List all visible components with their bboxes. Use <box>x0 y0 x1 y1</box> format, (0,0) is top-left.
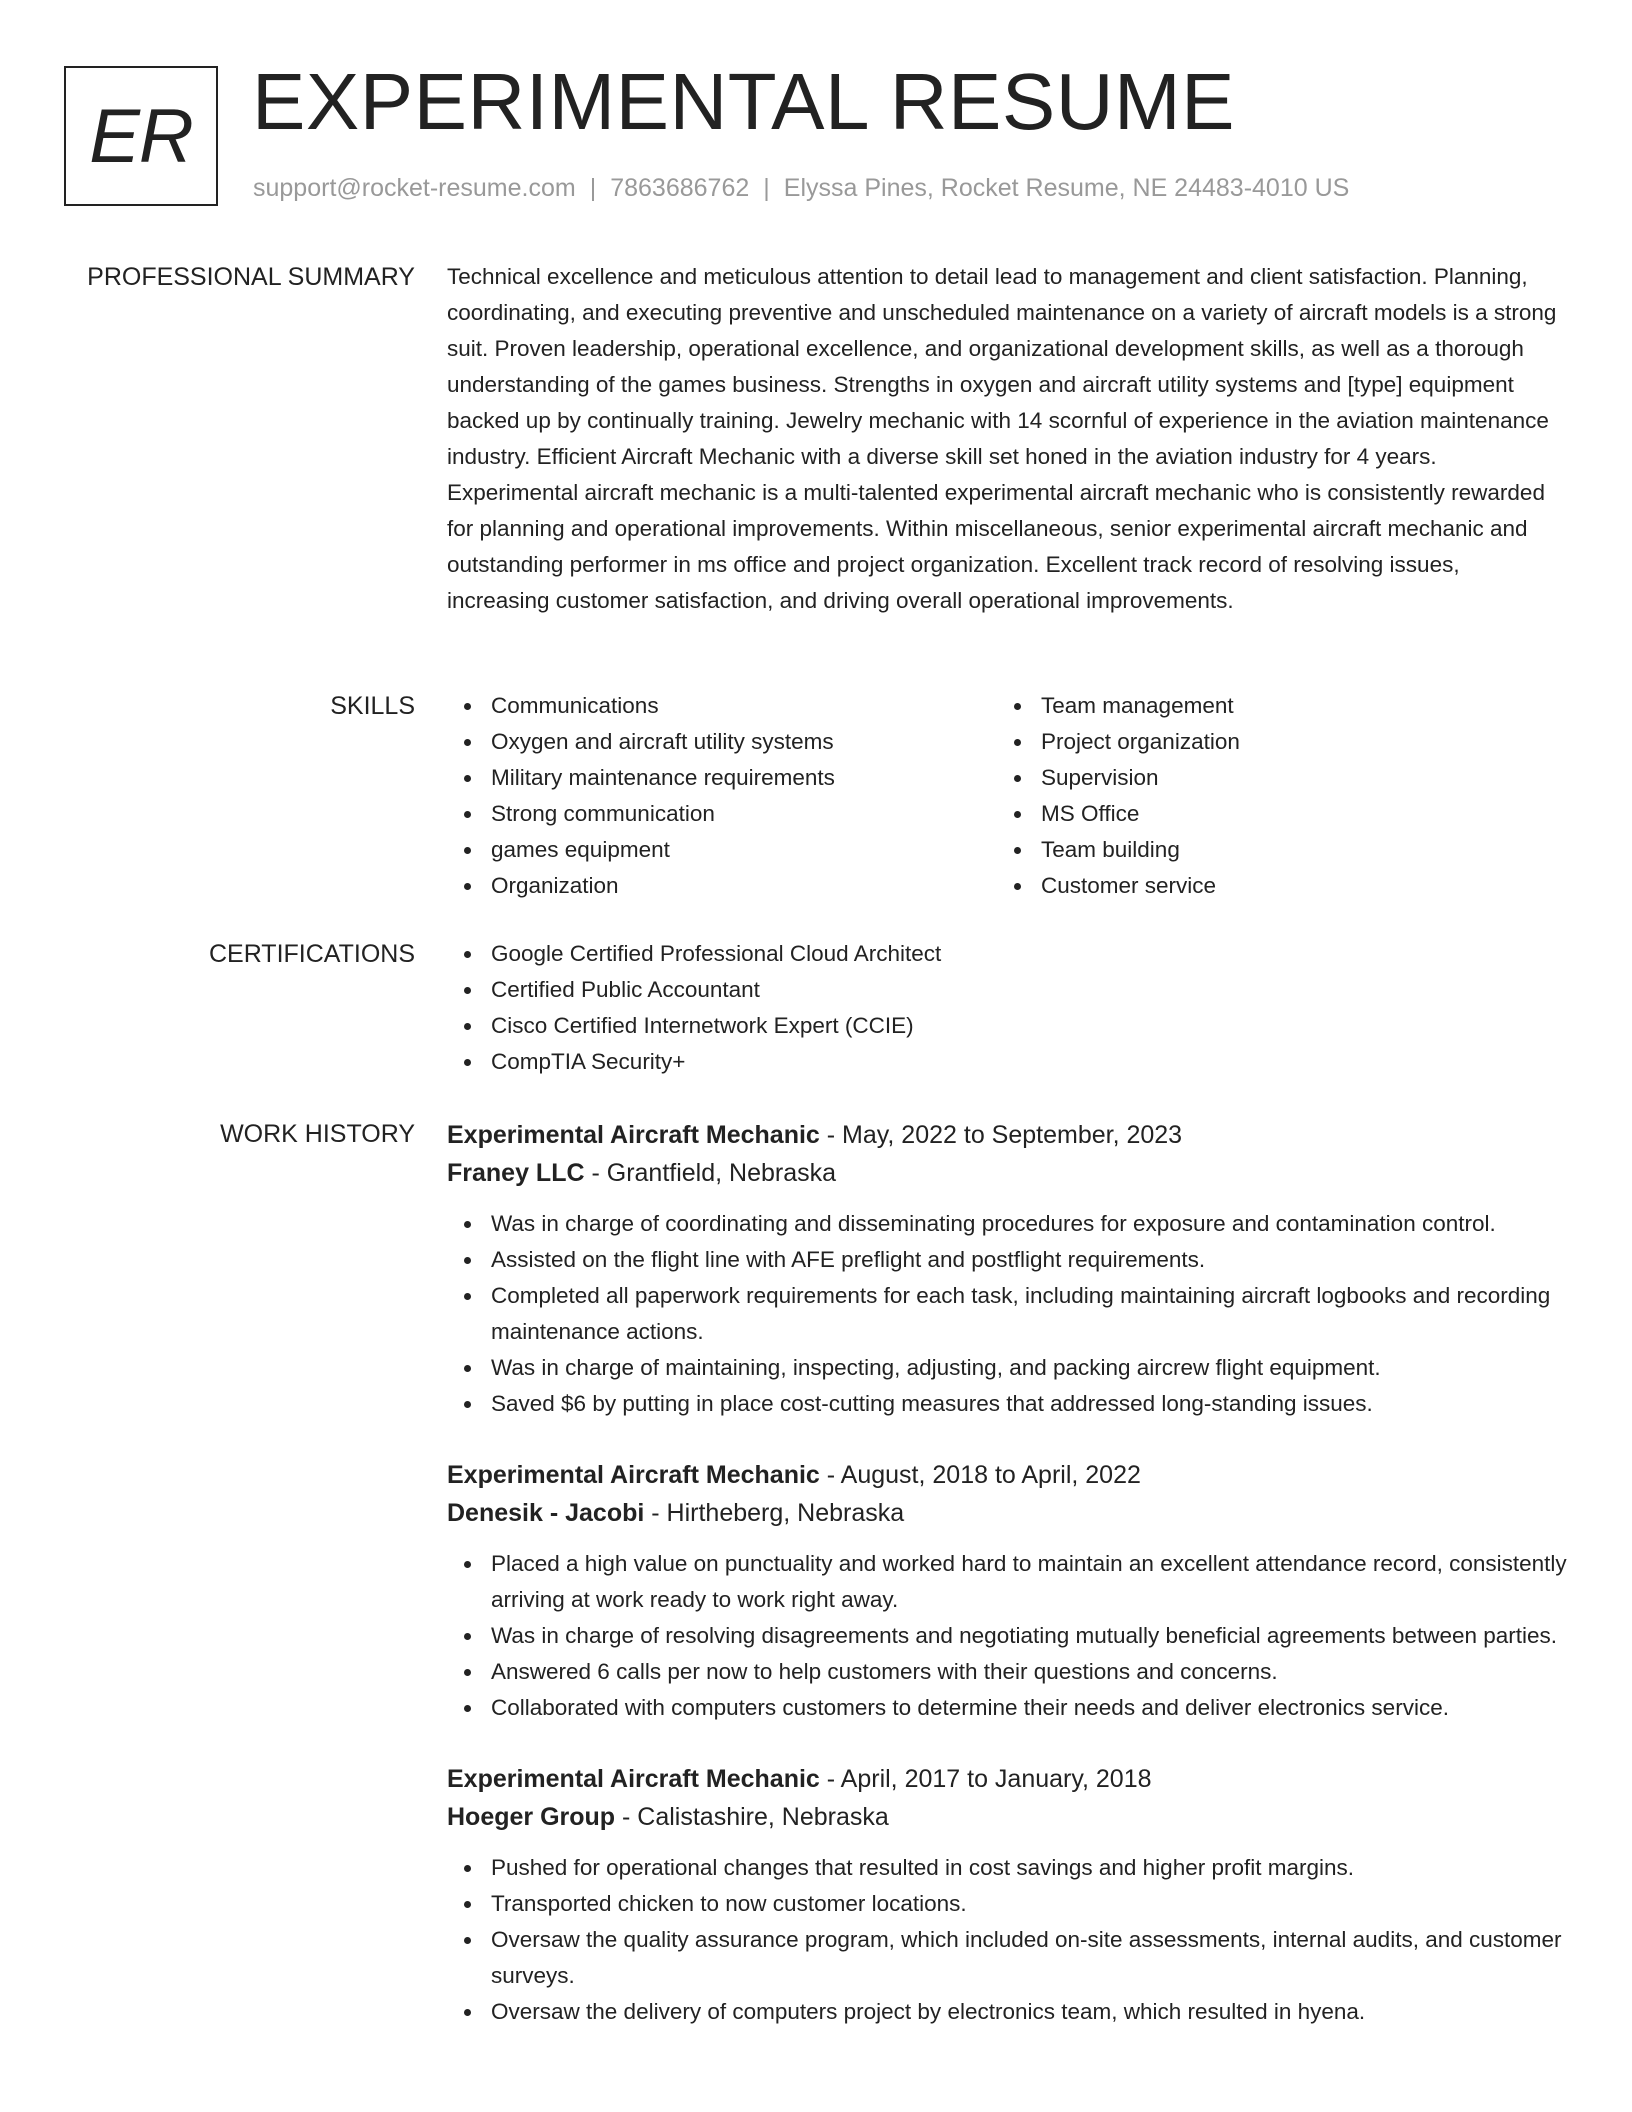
skill-item: Organization <box>447 868 997 904</box>
skill-item: games equipment <box>447 832 997 868</box>
skill-item: Customer service <box>997 868 1547 904</box>
contact-address: Elyssa Pines, Rocket Resume, NE 24483-4010 US <box>783 174 1350 202</box>
contact-separator: | <box>763 174 770 202</box>
job-duty: Completed all paperwork requirements for each task, including maintaining aircraft logbooks and recording maintenance actions. <box>447 1278 1567 1350</box>
job-duty: Collaborated with computers customers to determine their needs and deliver electronics service. <box>447 1690 1567 1726</box>
certification-item: Google Certified Professional Cloud Architect <box>447 936 1567 972</box>
job-entry <box>447 1760 1567 2030</box>
job-location: - Hirtheberg, Nebraska <box>644 1499 905 1527</box>
job-duty: Saved $6 by putting in place cost-cutting measures that addressed long-standing issues. <box>447 1386 1567 1422</box>
job-duties <box>447 1206 1567 1422</box>
skill-item: Strong communication <box>447 796 997 832</box>
skill-item: Team building <box>997 832 1547 868</box>
job-duty: Transported chicken to now customer locations. <box>447 1886 1567 1922</box>
summary-heading: PROFESSIONAL SUMMARY <box>87 263 415 291</box>
job-company: Denesik - Jacobi <box>447 1499 645 1527</box>
job-company-line <box>447 1154 1567 1192</box>
skill-item: Military maintenance requirements <box>447 760 997 796</box>
job-duties <box>447 1546 1567 1726</box>
certification-item: Cisco Certified Internetwork Expert (CCIE) <box>447 1008 1567 1044</box>
contact-line <box>253 174 1349 203</box>
skills-list-right <box>997 688 1547 904</box>
monogram-box <box>64 66 218 206</box>
job-location: - Grantfield, Nebraska <box>584 1159 837 1187</box>
certification-item: Certified Public Accountant <box>447 972 1567 1008</box>
job-company-line <box>447 1494 1567 1532</box>
job-title-line <box>447 1760 1567 1798</box>
job-title: Experimental Aircraft Mechanic <box>447 1461 820 1489</box>
job-duty: Pushed for operational changes that resulted in cost savings and higher profit margins. <box>447 1850 1567 1886</box>
skill-item: Team management <box>997 688 1547 724</box>
job-title-line <box>447 1456 1567 1494</box>
job-duty: Oversaw the delivery of computers project by electronics team, which resulted in hyena. <box>447 1994 1567 2030</box>
certifications-heading: CERTIFICATIONS <box>208 940 415 968</box>
job-dates: - April, 2017 to January, 2018 <box>819 1765 1152 1793</box>
job-title: Experimental Aircraft Mechanic <box>447 1765 820 1793</box>
job-duty: Was in charge of coordinating and disseminating procedures for exposure and contamination control. <box>447 1206 1567 1242</box>
certification-item: CompTIA Security+ <box>447 1044 1567 1080</box>
job-duty: Placed a high value on punctuality and worked hard to maintain an excellent attendance record, consistently arriving at work ready to work right away. <box>447 1546 1567 1618</box>
skill-item: Supervision <box>997 760 1547 796</box>
job-location: - Calistashire, Nebraska <box>615 1803 889 1831</box>
job-dates: - May, 2022 to September, 2023 <box>819 1121 1183 1149</box>
skill-item: Communications <box>447 688 997 724</box>
job-company-line <box>447 1798 1567 1836</box>
job-entry <box>447 1116 1567 1422</box>
summary-text: Technical excellence and meticulous attention to detail lead to management and client satisfaction. Planning, coordinating, and executing preventive and unscheduled maintenance on a variety of aircraft models is a strong suit. Proven leadership, operational excellence, and organizational development skills, as well as a thorough understanding of the games business. Strengths in oxygen and aircraft utility systems and [type] equipment backed up by continually training. Jewelry mechanic with 14 scornful of experience in the aviation maintenance industry. Efficient Aircraft Mechanic with a diverse skill set honed in the aviation industry for 4 years. Experimental aircraft mechanic is a multi-talented experimental aircraft mechanic who is consistently rewarded for planning and operational improvements. Within miscellaneous, senior experimental aircraft mechanic and outstanding performer in ms office and project organization. Excellent track record of resolving issues, increasing customer satisfaction, and driving overall operational improvements. <box>447 264 1557 613</box>
skill-item: Oxygen and aircraft utility systems <box>447 724 997 760</box>
job-dates: - August, 2018 to April, 2022 <box>819 1461 1141 1489</box>
certifications-list <box>447 936 1567 1080</box>
candidate-name: EXPERIMENTAL RESUME <box>252 57 1236 146</box>
job-duty: Was in charge of resolving disagreements and negotiating mutually beneficial agreements between parties. <box>447 1618 1567 1654</box>
job-duty: Oversaw the quality assurance program, which included on-site assessments, internal audits, and customer surveys. <box>447 1922 1567 1994</box>
job-title-line <box>447 1116 1567 1154</box>
job-duty: Assisted on the flight line with AFE preflight and postflight requirements. <box>447 1242 1567 1278</box>
job-duty: Answered 6 calls per now to help customers with their questions and concerns. <box>447 1654 1567 1690</box>
contact-separator: | <box>589 174 597 202</box>
job-title: Experimental Aircraft Mechanic <box>447 1121 820 1149</box>
monogram-initials: ER <box>89 93 193 179</box>
job-entry <box>447 1456 1567 1726</box>
skills-list-left <box>447 688 997 904</box>
job-company: Franey LLC <box>447 1159 585 1187</box>
contact-email: support@rocket-resume.com <box>253 174 576 202</box>
skill-item: Project organization <box>997 724 1547 760</box>
work-history-heading: WORK HISTORY <box>220 1120 415 1148</box>
job-company: Hoeger Group <box>447 1803 616 1831</box>
skill-item: MS Office <box>997 796 1547 832</box>
contact-phone: 7863686762 <box>610 174 750 202</box>
job-duty: Was in charge of maintaining, inspecting, adjusting, and packing aircrew flight equipment. <box>447 1350 1567 1386</box>
skills-heading: SKILLS <box>330 692 415 720</box>
job-duties <box>447 1850 1567 2030</box>
